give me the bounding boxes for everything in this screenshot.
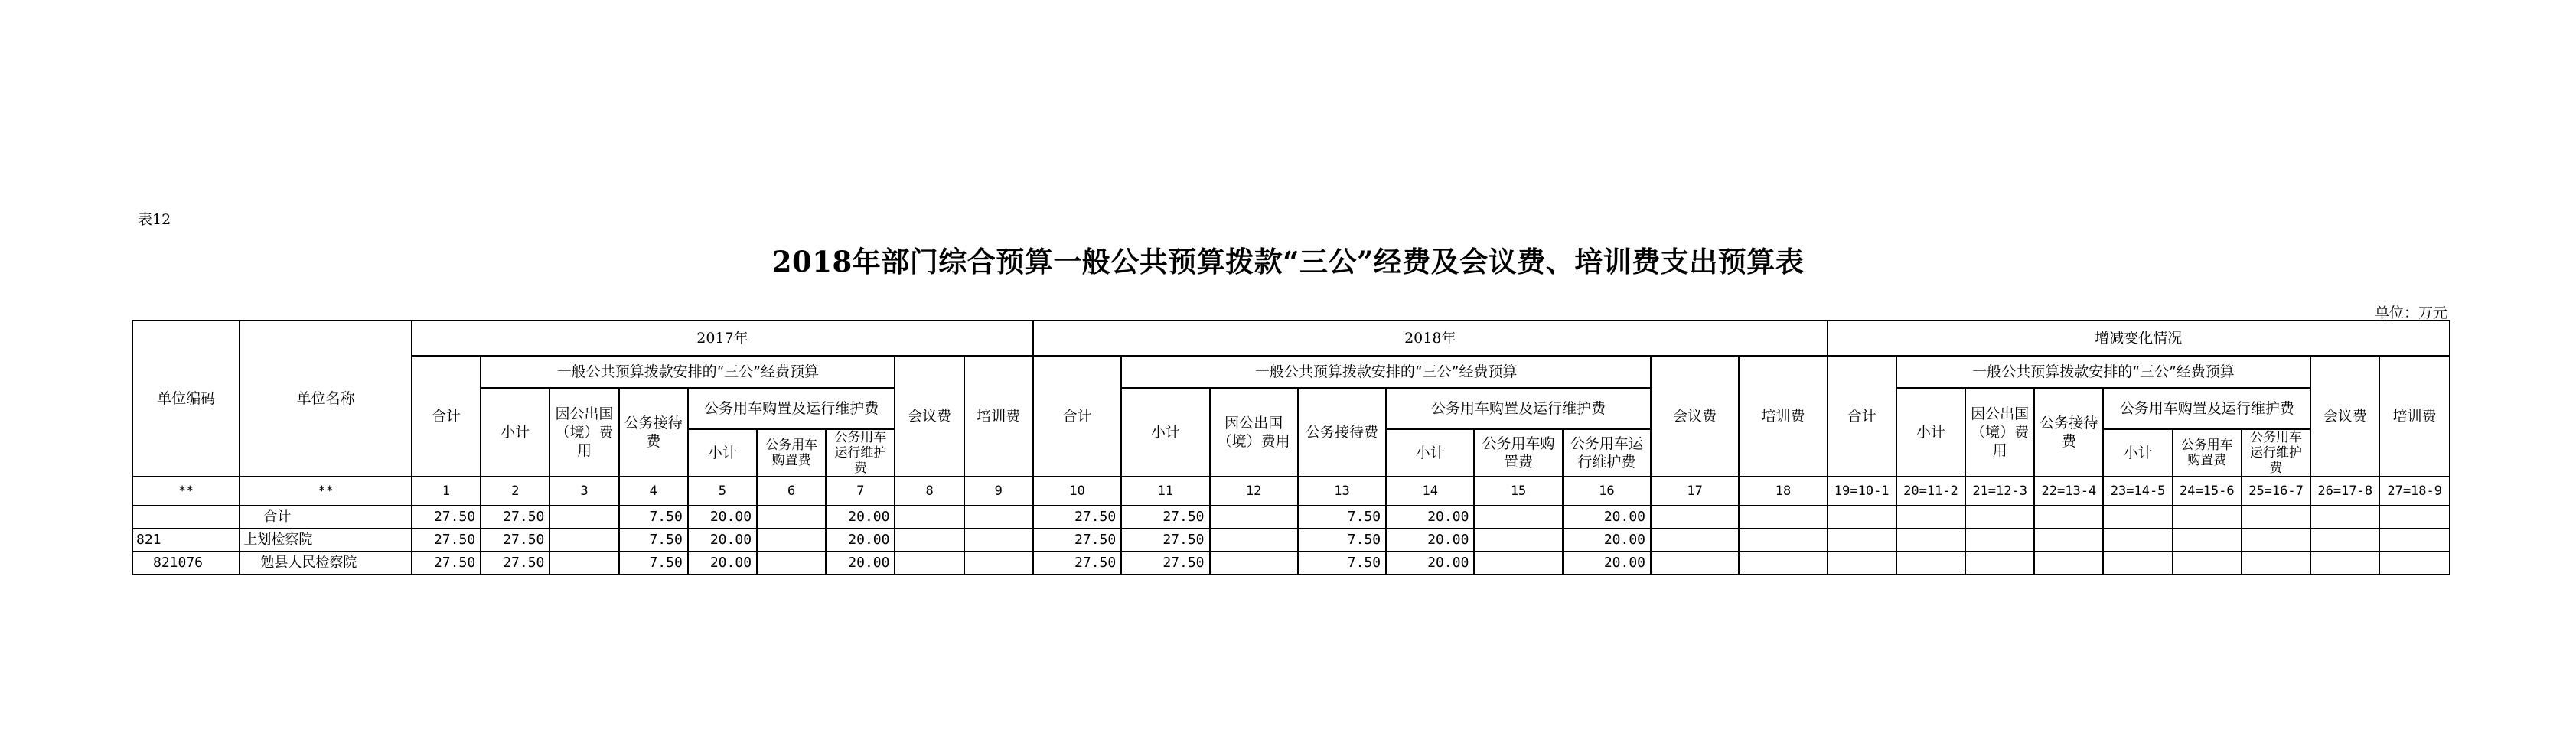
header-vehicle-maintain-change: 公务用车运行维护费: [2242, 429, 2310, 477]
value-cell: [1739, 552, 1827, 575]
index-cell: 15: [1474, 477, 1562, 506]
value-cell: [2103, 506, 2172, 529]
header-reception-2018: 公务接待费: [1298, 388, 1386, 477]
value-cell: 27.50: [1033, 529, 1121, 552]
value-cell: [1210, 506, 1298, 529]
value-cell: 20.00: [688, 552, 757, 575]
index-cell: 1: [412, 477, 481, 506]
header-meeting-2017: 会议费: [895, 356, 964, 477]
index-cell: 4: [619, 477, 688, 506]
value-cell: [2242, 529, 2310, 552]
value-cell: 27.50: [412, 552, 481, 575]
value-cell: [2310, 529, 2379, 552]
value-cell: 7.50: [1298, 506, 1386, 529]
value-cell: 27.50: [481, 506, 549, 529]
header-unit-name: 单位名称: [240, 321, 412, 477]
value-cell: [1651, 506, 1739, 529]
value-cell: [964, 552, 1033, 575]
value-cell: 20.00: [688, 529, 757, 552]
value-cell: 20.00: [1563, 552, 1651, 575]
table-row-total: [132, 506, 2450, 529]
index-cell: 18: [1739, 477, 1827, 506]
value-cell: [895, 552, 964, 575]
value-cell: 7.50: [619, 506, 688, 529]
header-year-2018: 2018年: [1033, 321, 1828, 356]
value-cell: 27.50: [1121, 529, 1209, 552]
index-cell: 20=11-2: [1896, 477, 1965, 506]
header-abroad-2017: 因公出国（境）费用: [549, 388, 618, 477]
index-cell: 5: [688, 477, 757, 506]
value-cell: [1210, 552, 1298, 575]
unit-code-cell: 821076: [132, 552, 240, 575]
value-cell: [1210, 529, 1298, 552]
header-training-change: 培训费: [2379, 356, 2450, 477]
value-cell: [549, 506, 618, 529]
value-cell: [1965, 529, 2034, 552]
unit-name-cell: 上划检察院: [240, 529, 412, 552]
value-cell: [964, 529, 1033, 552]
value-cell: 20.00: [1563, 506, 1651, 529]
value-cell: [2310, 506, 2379, 529]
header-vehicle-2018: 公务用车购置及运行维护费: [1386, 388, 1651, 429]
index-cell: **: [132, 477, 240, 506]
value-cell: [2173, 552, 2242, 575]
index-cell: 9: [964, 477, 1033, 506]
index-cell: 16: [1563, 477, 1651, 506]
value-cell: 7.50: [619, 552, 688, 575]
header-total-2017: 合计: [412, 356, 481, 477]
header-vehicle-purchase-2017: 公务用车购置费: [757, 429, 826, 477]
table-number: 表12: [138, 211, 171, 228]
header-training-2018: 培训费: [1739, 356, 1827, 477]
value-cell: [757, 529, 826, 552]
value-cell: [895, 529, 964, 552]
value-cell: 20.00: [826, 506, 895, 529]
value-cell: [2173, 506, 2242, 529]
value-cell: [1474, 506, 1562, 529]
header-vehicle-2017: 公务用车购置及运行维护费: [688, 388, 895, 429]
value-cell: [1739, 506, 1827, 529]
header-subtotal-2018: 小计: [1121, 388, 1209, 477]
index-cell: 27=18-9: [2379, 477, 2450, 506]
index-cell: 21=12-3: [1965, 477, 2034, 506]
header-abroad-2018: 因公出国（境）费用: [1210, 388, 1298, 477]
unit-code-cell: 821: [132, 529, 240, 552]
value-cell: 20.00: [688, 506, 757, 529]
value-cell: 20.00: [1386, 506, 1474, 529]
header-year-2017: 2017年: [412, 321, 1033, 356]
column-index-row: [132, 477, 2450, 506]
value-cell: [2310, 552, 2379, 575]
value-cell: [2379, 552, 2450, 575]
value-cell: 20.00: [826, 529, 895, 552]
unit-name-cell: 合计: [240, 506, 412, 529]
header-sangong-2018: 一般公共预算拨款安排的“三公”经费预算: [1121, 356, 1651, 388]
value-cell: 20.00: [1386, 552, 1474, 575]
header-sangong-2017: 一般公共预算拨款安排的“三公”经费预算: [481, 356, 895, 388]
header-vehicle-purchase-2018: 公务用车购置费: [1474, 429, 1562, 477]
value-cell: 27.50: [481, 529, 549, 552]
value-cell: [2242, 552, 2310, 575]
value-cell: [2242, 506, 2310, 529]
header-training-2017: 培训费: [964, 356, 1033, 477]
value-cell: [1828, 529, 1896, 552]
value-cell: [2379, 529, 2450, 552]
value-cell: [1739, 529, 1827, 552]
index-cell: 14: [1386, 477, 1474, 506]
value-cell: [2379, 506, 2450, 529]
header-reception-change: 公务接待费: [2034, 388, 2103, 477]
index-cell: 26=17-8: [2310, 477, 2379, 506]
header-total-2018: 合计: [1033, 356, 1121, 477]
value-cell: 27.50: [412, 529, 481, 552]
header-subtotal-change: 小计: [1896, 388, 1965, 477]
header-sangong-change: 一般公共预算拨款安排的“三公”经费预算: [1896, 356, 2310, 388]
index-cell: 24=15-6: [2173, 477, 2242, 506]
header-vehicle-maintain-2017: 公务用车运行维护费: [826, 429, 895, 477]
value-cell: [549, 552, 618, 575]
unit-label: 单位：万元: [2374, 304, 2447, 321]
header-subtotal-2017: 小计: [481, 388, 549, 477]
index-cell: 23=14-5: [2103, 477, 2172, 506]
header-vehicle-maintain-2018: 公务用车运行维护费: [1563, 429, 1651, 477]
budget-table: [132, 320, 2450, 575]
header-vehicle-change: 公务用车购置及运行维护费: [2103, 388, 2310, 429]
header-change: 增减变化情况: [1828, 321, 2450, 356]
value-cell: [1651, 552, 1739, 575]
value-cell: [2034, 552, 2103, 575]
header-vehicle-subtotal-2018: 小计: [1386, 429, 1474, 477]
value-cell: [1651, 529, 1739, 552]
value-cell: 20.00: [826, 552, 895, 575]
index-cell: 3: [549, 477, 618, 506]
value-cell: [1896, 506, 1965, 529]
value-cell: [757, 506, 826, 529]
value-cell: [895, 506, 964, 529]
header-vehicle-subtotal-change: 小计: [2103, 429, 2172, 477]
header-meeting-change: 会议费: [2310, 356, 2379, 477]
value-cell: 27.50: [412, 506, 481, 529]
index-cell: 25=16-7: [2242, 477, 2310, 506]
index-cell: 12: [1210, 477, 1298, 506]
value-cell: [757, 552, 826, 575]
header-unit-code: 单位编码: [132, 321, 240, 477]
index-cell: 11: [1121, 477, 1209, 506]
table-row: [132, 552, 2450, 575]
header-reception-2017: 公务接待费: [619, 388, 688, 477]
value-cell: 20.00: [1563, 529, 1651, 552]
value-cell: [1896, 552, 1965, 575]
unit-name-cell: 勉县人民检察院: [240, 552, 412, 575]
value-cell: [1828, 552, 1896, 575]
value-cell: [2103, 529, 2172, 552]
index-cell: 6: [757, 477, 826, 506]
value-cell: [2034, 529, 2103, 552]
header-abroad-change: 因公出国（境）费用: [1965, 388, 2034, 477]
value-cell: 27.50: [481, 552, 549, 575]
value-cell: [2173, 529, 2242, 552]
value-cell: [964, 506, 1033, 529]
value-cell: [1896, 529, 1965, 552]
index-cell: 8: [895, 477, 964, 506]
value-cell: 27.50: [1033, 552, 1121, 575]
header-vehicle-subtotal-2017: 小计: [688, 429, 757, 477]
index-cell: 10: [1033, 477, 1121, 506]
header-meeting-2018: 会议费: [1651, 356, 1739, 477]
header-total-change: 合计: [1828, 356, 1896, 477]
value-cell: [549, 529, 618, 552]
value-cell: [2034, 506, 2103, 529]
value-cell: [1965, 506, 2034, 529]
value-cell: 27.50: [1033, 506, 1121, 529]
index-cell: 13: [1298, 477, 1386, 506]
index-cell: 19=10-1: [1828, 477, 1896, 506]
value-cell: [1828, 506, 1896, 529]
index-cell: 2: [481, 477, 549, 506]
value-cell: 7.50: [1298, 552, 1386, 575]
value-cell: [1965, 552, 2034, 575]
header-vehicle-purchase-change: 公务用车购置费: [2173, 429, 2242, 477]
index-cell: 22=13-4: [2034, 477, 2103, 506]
table-row: [132, 529, 2450, 552]
value-cell: [1474, 529, 1562, 552]
index-cell: **: [240, 477, 412, 506]
unit-code-cell: [132, 506, 240, 529]
value-cell: 7.50: [1298, 529, 1386, 552]
index-cell: 17: [1651, 477, 1739, 506]
value-cell: [2103, 552, 2172, 575]
page-title: 2018年部门综合预算一般公共预算拨款“三公”经费及会议费、培训费支出预算表: [771, 245, 1805, 278]
value-cell: 7.50: [619, 529, 688, 552]
value-cell: 27.50: [1121, 506, 1209, 529]
value-cell: 27.50: [1121, 552, 1209, 575]
value-cell: [1474, 552, 1562, 575]
index-cell: 7: [826, 477, 895, 506]
value-cell: 20.00: [1386, 529, 1474, 552]
